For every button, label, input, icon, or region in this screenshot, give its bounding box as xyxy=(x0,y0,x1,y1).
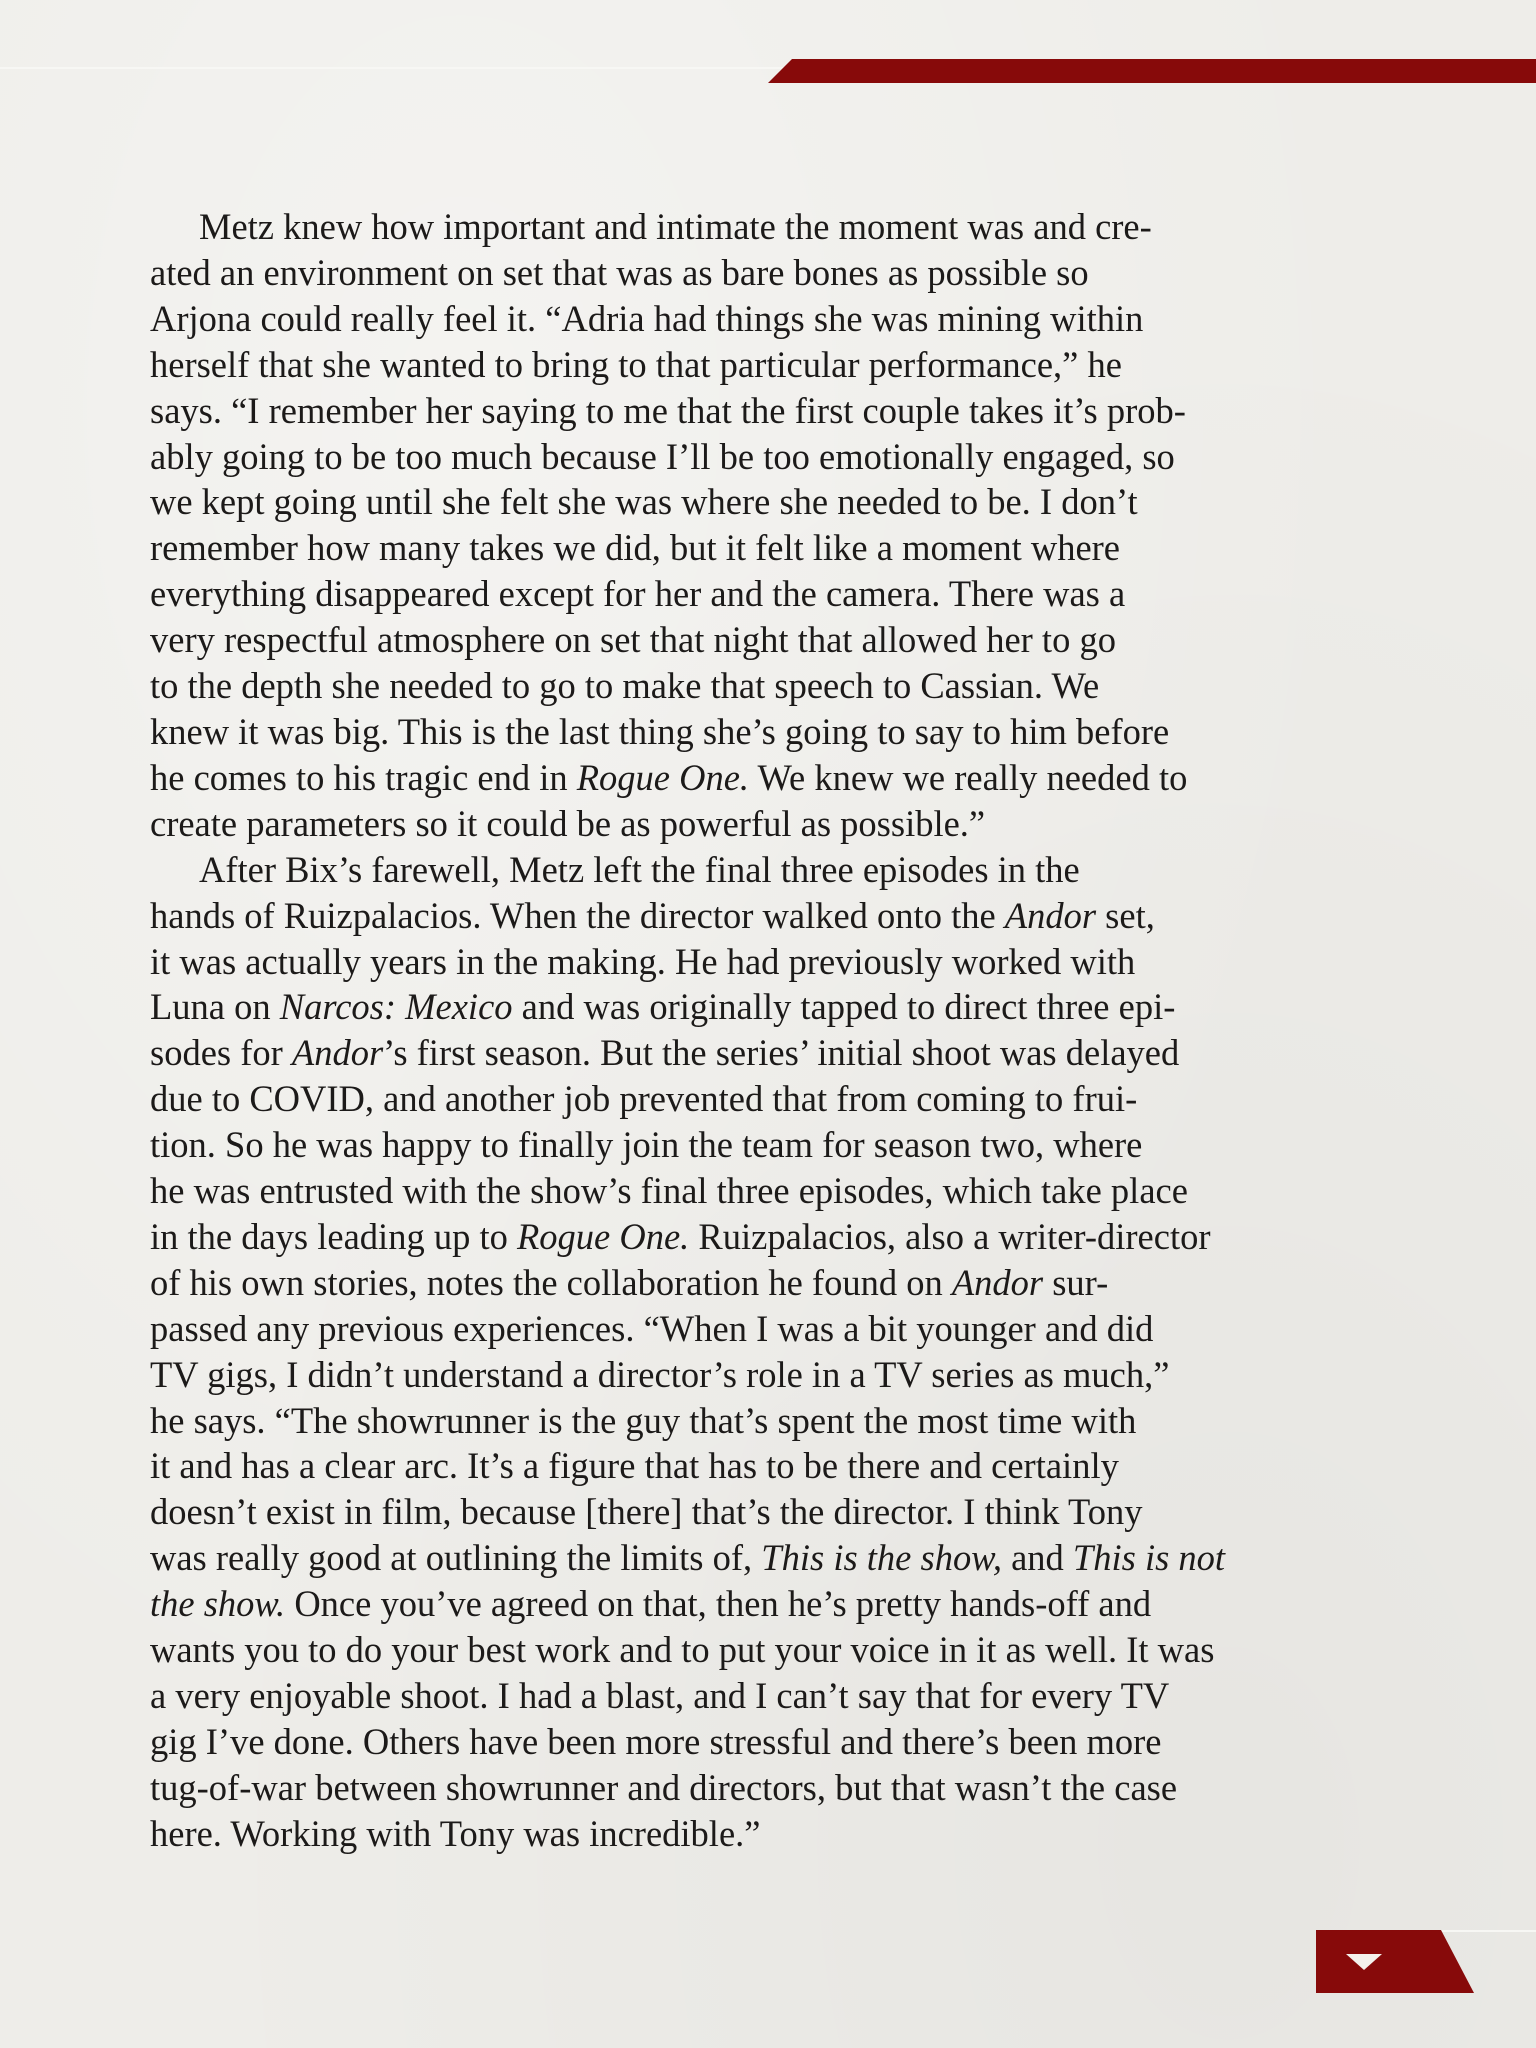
text-line: tion. So he was happy to finally join the team for season two, where xyxy=(150,1124,1143,1166)
text-line: Arjona could really feel it. “Adria had things she was mining within xyxy=(150,297,1144,339)
text-line: very respectful atmosphere on set that night that allowed her to go xyxy=(150,619,1116,661)
text-line: gig I’ve done. Others have been more stressful and there’s been more xyxy=(150,1720,1162,1762)
text-line: TV gigs, I didn’t understand a director’s role in a TV series as much,” xyxy=(150,1353,1170,1395)
text-line: Metz knew how important and intimate the moment was and cre- xyxy=(199,206,1152,247)
italic-title: Rogue One. xyxy=(576,756,750,798)
text-line: of his own stories, notes the collaboration he found on Andor sur- xyxy=(150,1261,1109,1303)
text-line: ably going to be too much because I’ll be too emotionally engaged, so xyxy=(150,435,1175,477)
italic-title: Andor xyxy=(951,1261,1044,1303)
text-line: remember how many takes we did, but it felt like a moment where xyxy=(150,527,1120,569)
italic-title: Andor xyxy=(291,1032,384,1074)
text-line: create parameters so it could be as powerful as possible.” xyxy=(150,802,986,844)
text-line: in the days leading up to Rogue One. Ruizpalacios, also a writer-director xyxy=(150,1215,1211,1257)
article-body xyxy=(150,204,1390,1857)
italic-phrase: the show. xyxy=(150,1583,286,1625)
text-line: doesn’t exist in film, because [there] that’s the director. I think Tony xyxy=(150,1491,1143,1533)
text-line: to the depth she needed to go to make that speech to Cassian. We xyxy=(150,665,1100,707)
text-line: a very enjoyable shoot. I had a blast, and I can’t say that for every TV xyxy=(150,1675,1170,1716)
text-line: says. “I remember her saying to me that the first couple takes it’s prob- xyxy=(150,389,1186,431)
italic-phrase: This is the show, xyxy=(761,1537,1002,1579)
text-line: it was actually years in the making. He had previously worked with xyxy=(150,940,1136,982)
header-accent-bar xyxy=(768,59,1536,83)
text-line: tug-of-war between showrunner and directors, but that wasn’t the case xyxy=(150,1766,1178,1808)
italic-phrase: This is not xyxy=(1072,1537,1226,1579)
text-line: Luna on Narcos: Mexico and was originally tapped to direct three epi- xyxy=(150,986,1176,1028)
text-line: here. Working with Tony was incredible.” xyxy=(150,1812,761,1854)
text-line: was really good at outlining the limits of, This is the show, and This is not xyxy=(150,1537,1226,1579)
text-line: knew it was big. This is the last thing she’s going to say to him before xyxy=(150,710,1170,752)
text-line: passed any previous experiences. “When I was a bit younger and did xyxy=(150,1307,1154,1349)
text-line: due to COVID, and another job prevented that from coming to frui- xyxy=(150,1078,1138,1120)
text-line: he comes to his tragic end in Rogue One. We knew we really needed to xyxy=(150,756,1188,798)
text-line: ated an environment on set that was as bare bones as possible so xyxy=(150,251,1089,293)
text-line: herself that she wanted to bring to that particular performance,” he xyxy=(150,343,1122,385)
text-line: everything disappeared except for her and the camera. There was a xyxy=(150,573,1126,615)
text-line: he says. “The showrunner is the guy that’s spent the most time with xyxy=(150,1399,1137,1441)
text-line: the show. Once you’ve agreed on that, then he’s pretty hands-off and xyxy=(150,1583,1152,1625)
italic-title: Andor xyxy=(1004,894,1097,936)
italic-title: Narcos: Mexico xyxy=(279,986,513,1028)
italic-title: Rogue One. xyxy=(516,1215,690,1257)
text-line: we kept going until she felt she was where she needed to be. I don’t xyxy=(150,481,1138,523)
text-line: After Bix’s farewell, Metz left the final three episodes in the xyxy=(199,848,1080,890)
text-line: he was entrusted with the show’s final three episodes, which take place xyxy=(150,1170,1188,1212)
text-line: sodes for Andor’s first season. But the series’ initial shoot was delayed xyxy=(150,1032,1180,1074)
text-line: wants you to do your best work and to put your voice in it as well. It was xyxy=(150,1629,1215,1671)
caret-down-icon xyxy=(1346,1954,1382,1970)
text-line: it and has a clear arc. It’s a figure that has to be there and certainly xyxy=(150,1445,1119,1487)
text-line: hands of Ruizpalacios. When the director walked onto the Andor set, xyxy=(150,894,1155,936)
